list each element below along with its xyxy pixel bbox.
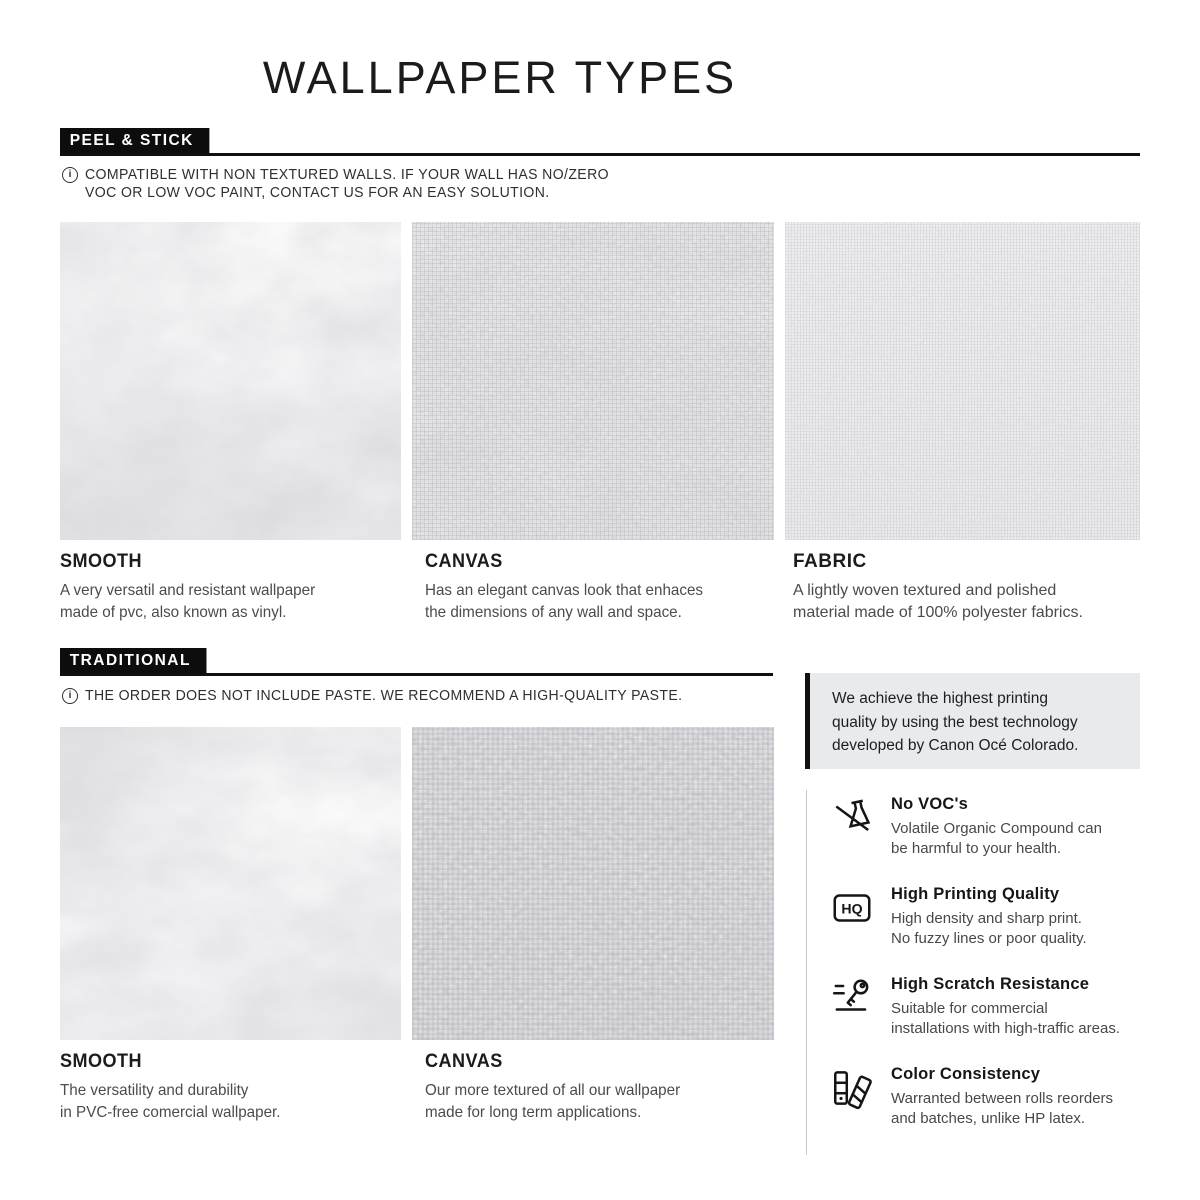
section-tag-peel-stick: PEEL & STICK: [60, 128, 209, 153]
type-card-canvas-peel: [412, 222, 774, 623]
feature-description: Volatile Organic Compound can be harmful to your health.: [891, 820, 1102, 857]
feature-description: Suitable for commercial installations with high-traffic areas.: [891, 1000, 1120, 1037]
section-tag-traditional: TRADITIONAL: [60, 648, 206, 673]
hq-badge-icon: [829, 885, 875, 931]
type-description: A lightly woven textured and polished material made of 100% polyester fabrics.: [793, 582, 1083, 621]
type-name: FABRIC: [793, 551, 867, 572]
type-card-fabric-peel: [785, 222, 1140, 623]
type-card-canvas-traditional: [412, 727, 774, 1123]
swatch-smooth-vinyl-texture: [60, 222, 401, 540]
feature-high-printing-quality: [807, 885, 1141, 949]
traditional-types-row: [60, 727, 774, 1123]
info-icon: i: [62, 688, 78, 704]
section-header-traditional: [60, 648, 773, 676]
note-text: COMPATIBLE WITH NON TEXTURED WALLS. IF YOUR WALL HAS NO/ZERO VOC OR LOW VOC PAINT, CONTACT US FOR AN EASY SOLUTION.: [85, 167, 609, 201]
note-text: THE ORDER DOES NOT INCLUDE PASTE. WE RECOMMEND A HIGH-QUALITY PASTE.: [85, 688, 683, 704]
type-card-smooth-traditional: [60, 727, 401, 1123]
section-header-peel-stick: [60, 128, 1140, 156]
feature-title: High Scratch Resistance: [891, 975, 1090, 993]
key-scratch-icon: [829, 975, 875, 1021]
type-description: Our more textured of all our wallpaper made for long term applications.: [425, 1082, 681, 1121]
feature-title: High Printing Quality: [891, 885, 1060, 903]
feature-list: [806, 790, 1141, 1155]
type-name: CANVAS: [425, 1051, 503, 1072]
swatch-smooth-pvc-free-texture: [60, 727, 401, 1040]
no-chemicals-flask-icon: [829, 795, 875, 841]
type-description: A very versatil and resistant wallpaper made of pvc, also known as vinyl.: [60, 582, 316, 621]
feature-color-consistency: [807, 1065, 1141, 1129]
type-name: CANVAS: [425, 551, 503, 572]
info-icon: i: [62, 167, 78, 183]
feature-no-vocs: [807, 795, 1141, 859]
swatch-canvas-weave-texture: [412, 222, 774, 540]
hq-glyph: HQ: [841, 900, 863, 917]
note-peel-stick: [62, 166, 625, 202]
type-name: SMOOTH: [60, 551, 143, 572]
peel-stick-types-row: [60, 222, 1140, 623]
type-card-smooth-peel: [60, 222, 401, 623]
note-traditional: [62, 687, 701, 705]
feature-title: No VOC's: [891, 795, 969, 813]
type-description: Has an elegant canvas look that enhaces the dimensions of any wall and space.: [425, 582, 704, 621]
printing-quality-quote: We achieve the highest printing quality by using the best technology developed by Canon Océ Colorado.: [805, 673, 1140, 769]
type-name: SMOOTH: [60, 1051, 143, 1072]
swatch-fabric-linen-texture: [785, 222, 1140, 540]
swatch-canvas-rough-texture: [412, 727, 774, 1040]
feature-description: Warranted between rolls reorders and batches, unlike HP latex.: [891, 1090, 1114, 1127]
color-swatches-icon: [829, 1065, 875, 1111]
feature-description: High density and sharp print. No fuzzy lines or poor quality.: [891, 910, 1087, 947]
type-description: The versatility and durability in PVC-free comercial wallpaper.: [60, 1082, 281, 1121]
feature-title: Color Consistency: [891, 1065, 1041, 1083]
page-title: WALLPAPER TYPES: [262, 52, 738, 103]
feature-high-scratch-resistance: [807, 975, 1141, 1039]
